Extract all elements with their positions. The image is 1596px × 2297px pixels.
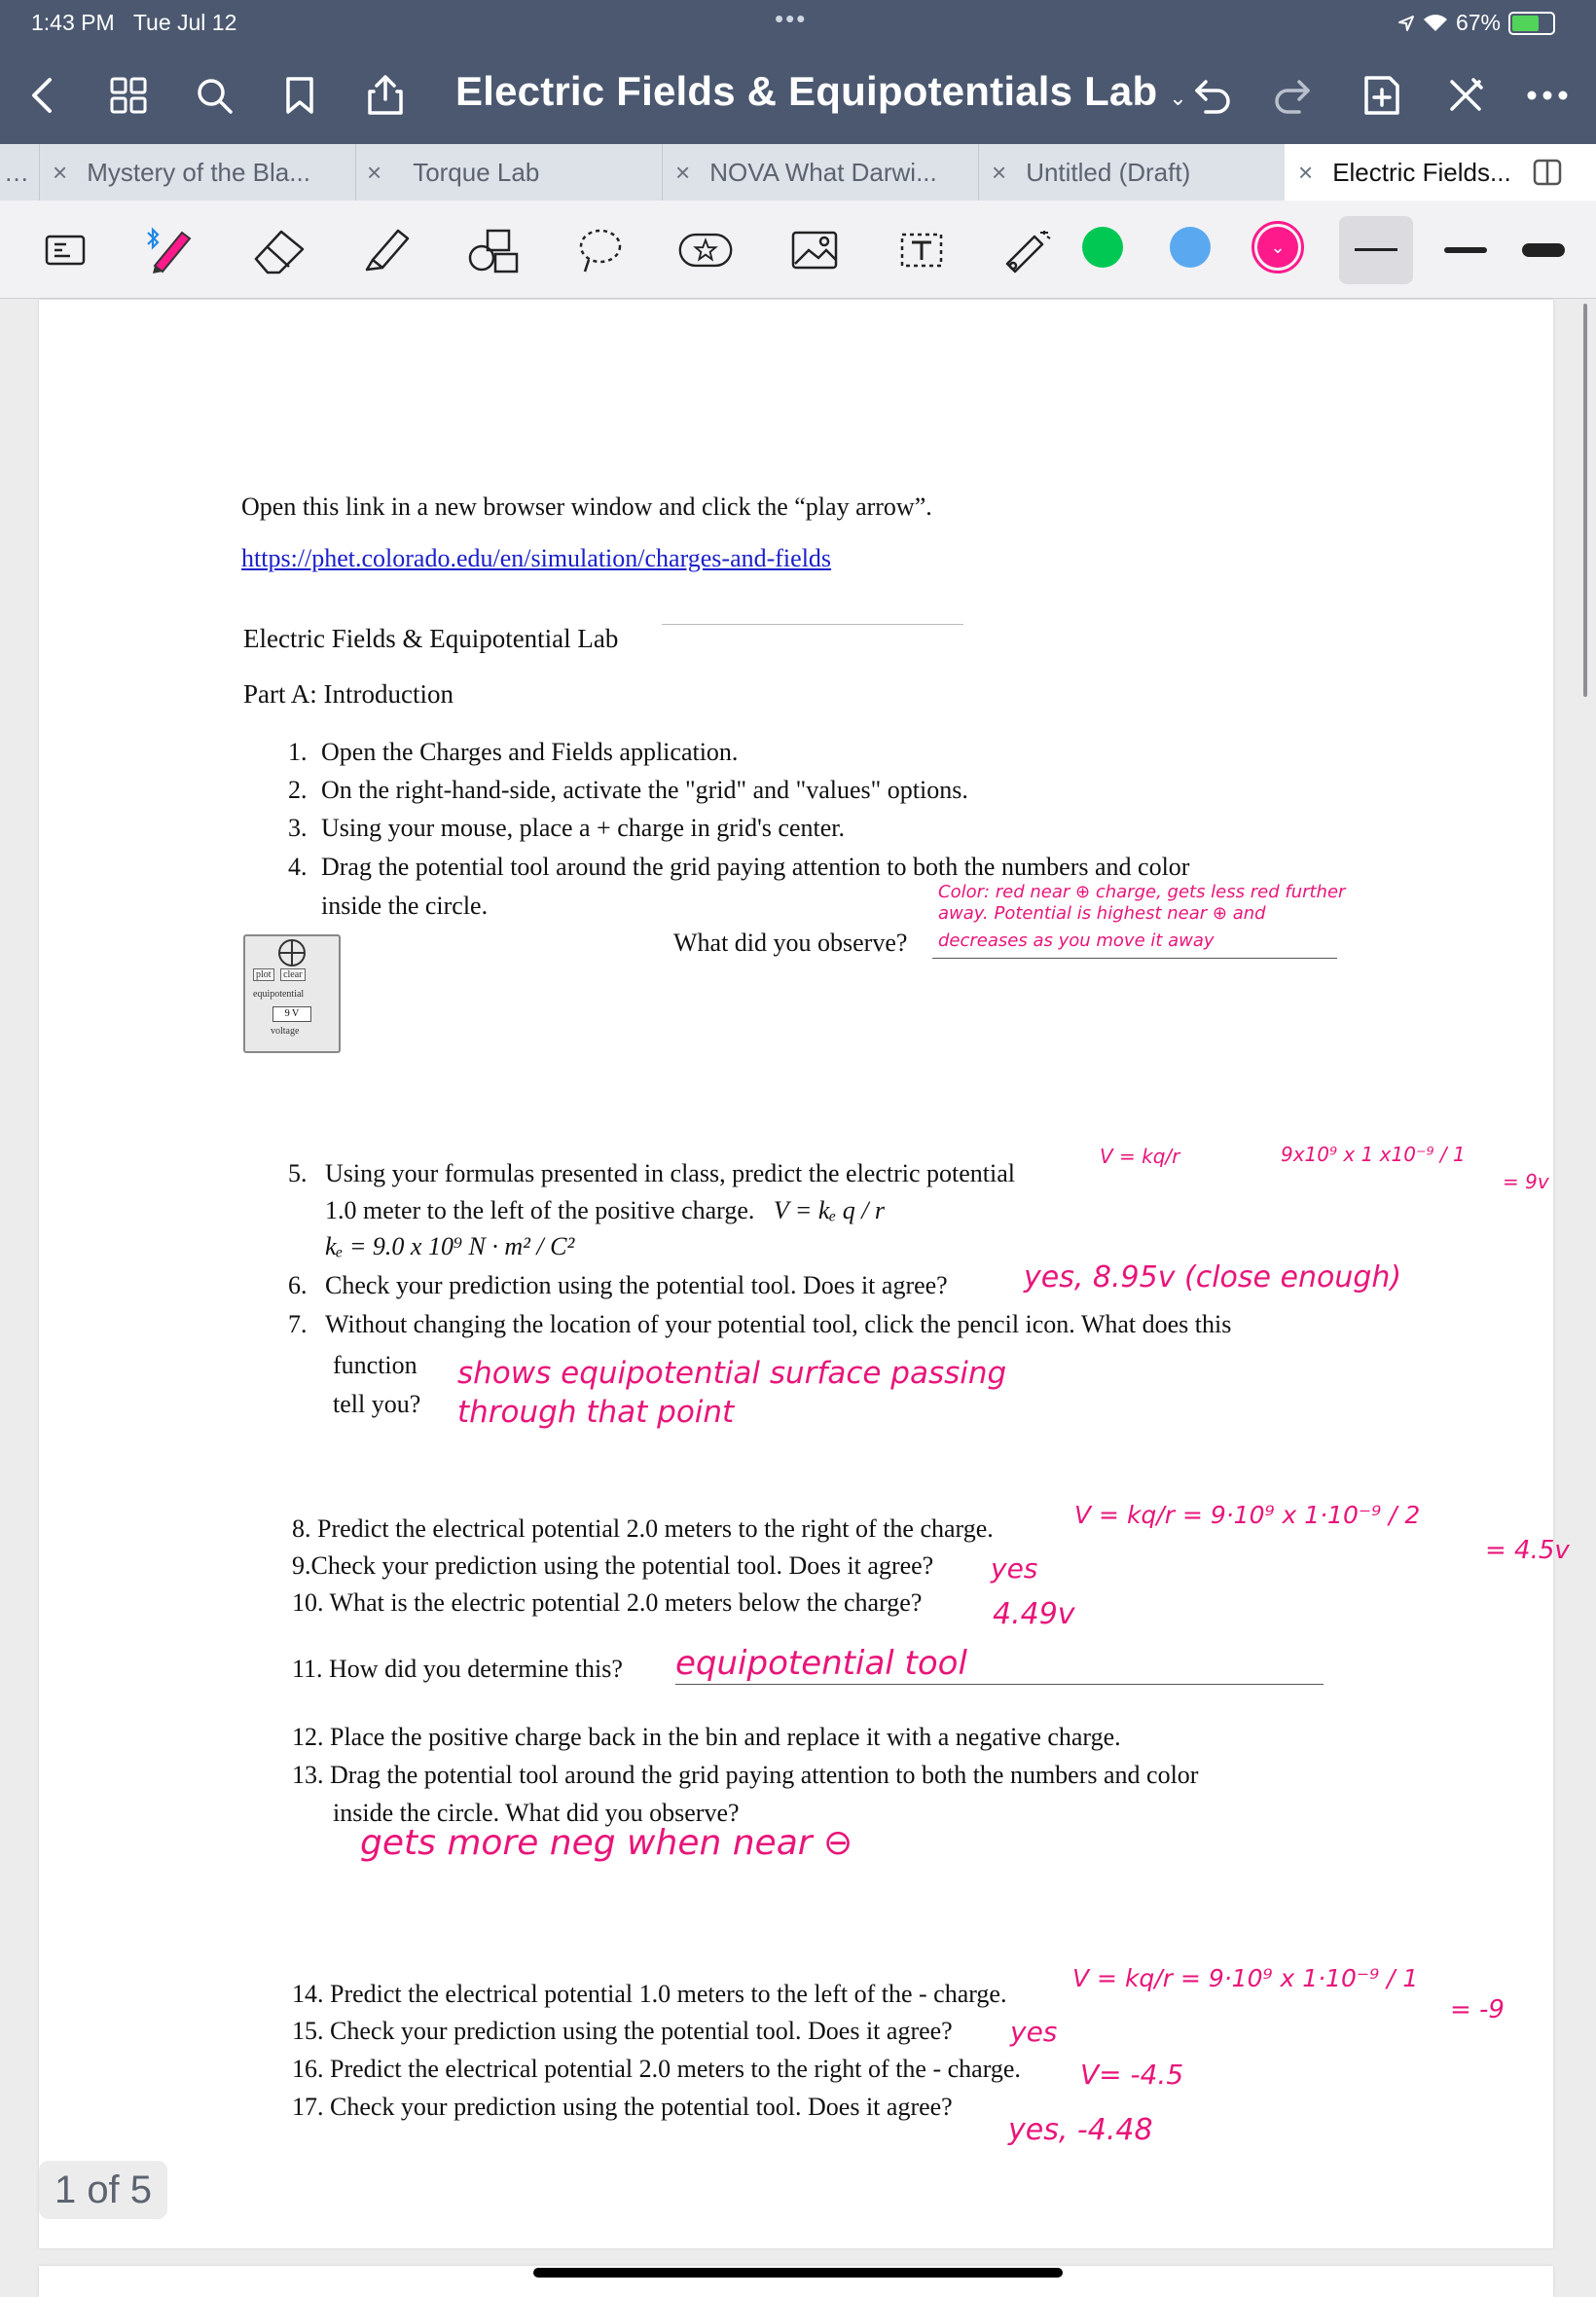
question-6: 6. Check your prediction using the potential tool. Does it agree?	[288, 1271, 948, 1299]
answer-16: V= -4.5	[1080, 2059, 1184, 2091]
answer-7-line1: shows equipotential surface passing	[457, 1356, 1007, 1391]
question-15: 15. Check your prediction using the potential tool. Does it agree?	[292, 2017, 953, 2045]
eraser-tool-icon[interactable]	[251, 226, 308, 274]
widget-value: 9 V	[272, 1006, 311, 1022]
answer-11: equipotential tool	[675, 1644, 967, 1683]
color-green[interactable]	[1082, 227, 1123, 268]
question-11: 11. How did you determine this?	[292, 1655, 623, 1683]
question-17: 17. Check your prediction using the potential tool. Does it agree?	[292, 2093, 953, 2121]
potential-tool-image	[243, 934, 341, 1053]
location-icon	[1397, 15, 1415, 32]
annotation-toolbar	[0, 201, 1596, 299]
question-7-cont1: function	[333, 1351, 417, 1379]
tab-torque-lab[interactable]: × Torque Lab	[355, 144, 663, 201]
thumbnails-grid-icon[interactable]	[105, 72, 152, 119]
step-4: 4. Drag the potential tool around the grid paying attention to both the numbers and color	[288, 853, 1190, 881]
tab-untitled[interactable]: × Untitled (Draft)	[978, 144, 1286, 201]
answer-line	[675, 1684, 1324, 1685]
stroke-medium[interactable]	[1438, 216, 1493, 284]
question-13-cont: inside the circle. What did you observe?	[333, 1799, 740, 1827]
answer-13: gets more neg when near ⊖	[360, 1823, 853, 1863]
plot-button: plot	[253, 968, 274, 981]
close-icon[interactable]: ×	[1298, 157, 1314, 187]
answer-4-line3: decreases as you move it away	[938, 930, 1215, 951]
document-toolbar	[0, 47, 1596, 144]
answer-5-result: = 9v	[1503, 1170, 1549, 1193]
undo-icon[interactable]	[1189, 72, 1236, 119]
stroke-thin-selected[interactable]	[1339, 216, 1413, 284]
question-5-line1: 5. Using your formulas presented in class, predict the electric potential	[288, 1159, 1015, 1187]
battery-percent: 67%	[1455, 10, 1501, 35]
close-icon[interactable]: ×	[367, 157, 382, 187]
answer-10: 4.49v	[993, 1597, 1075, 1631]
answer-7-line2: through that point	[457, 1395, 735, 1430]
question-7: 7. Without changing the location of your potential tool, click the pencil icon. What does this	[288, 1310, 1232, 1338]
intro-text: Open this link in a new browser window and click the “play arrow”.	[241, 492, 932, 521]
question-12: 12. Place the positive charge back in the bin and replace it with a negative charge.	[292, 1723, 1121, 1751]
color-pink-selected[interactable]	[1251, 221, 1304, 273]
question-13: 13. Drag the potential tool around the grid paying attention to both the numbers and color	[292, 1761, 1199, 1789]
lasso-tool-icon[interactable]	[572, 226, 629, 274]
page-indicator: 1 of 5	[39, 2161, 167, 2219]
close-icon[interactable]: ×	[53, 157, 68, 187]
answer-14-calc: V = kq/r = 9·10⁹ x 1·10⁻⁹ / 1	[1072, 1964, 1419, 1992]
highlighter-tool-icon[interactable]	[358, 226, 415, 274]
crosshair-icon	[271, 938, 313, 967]
answer-5-formula: V = kq/r	[1100, 1145, 1180, 1168]
step-3: 3. Using your mouse, place a + charge in grid's center.	[288, 814, 845, 842]
answer-4-line2: away. Potential is highest near ⊕ and	[938, 903, 1266, 924]
chevron-down-icon: ⌄	[1257, 227, 1298, 268]
tab-bar	[0, 144, 1596, 201]
tab-overflow[interactable]: …	[0, 144, 40, 201]
question-10: 10. What is the electric potential 2.0 meters below the charge?	[292, 1588, 923, 1617]
pen-tool-icon[interactable]	[144, 226, 200, 274]
observe-question: What did you observe?	[673, 929, 908, 957]
clear-button: clear	[280, 968, 305, 981]
step-4-cont: inside the circle.	[321, 892, 489, 920]
widget-label: equipotential	[253, 989, 305, 1000]
status-bar	[0, 0, 1596, 47]
answer-5-calc: 9x10⁹ x 1 x10⁻⁹ / 1	[1281, 1143, 1466, 1166]
question-8: 8. Predict the electrical potential 2.0 meters to the right of the charge.	[292, 1514, 994, 1543]
share-icon[interactable]	[362, 72, 409, 119]
answer-9: yes	[991, 1552, 1038, 1585]
stroke-thick[interactable]	[1514, 216, 1573, 284]
split-view-icon[interactable]	[1533, 158, 1562, 187]
tab-nova[interactable]: × NOVA What Darwi...	[662, 144, 979, 201]
laser-pointer-icon[interactable]	[998, 226, 1055, 274]
tab-mystery[interactable]: × Mystery of the Bla...	[39, 144, 356, 201]
question-14: 14. Predict the electrical potential 1.0 meters to the left of the - charge.	[292, 1980, 1007, 2008]
close-icon[interactable]: ×	[992, 157, 1007, 187]
redo-icon[interactable]	[1269, 72, 1316, 119]
add-page-icon[interactable]	[1359, 72, 1405, 119]
question-5-line2: 1.0 meter to the left of the positive charge. V = kₑ q / r	[325, 1196, 886, 1224]
status-right	[1397, 10, 1555, 36]
home-indicator[interactable]	[533, 2268, 1063, 2278]
text-tool-icon[interactable]	[893, 226, 950, 274]
back-icon[interactable]	[19, 72, 66, 119]
disable-pencil-icon[interactable]	[1442, 72, 1489, 119]
tab-electric-fields[interactable]: × Electric Fields...	[1285, 144, 1596, 201]
color-blue[interactable]	[1170, 227, 1211, 268]
document-page[interactable]	[39, 300, 1570, 2248]
question-16: 16. Predict the electrical potential 2.0 meters to the right of the - charge.	[292, 2055, 1021, 2083]
lab-heading: Electric Fields & Equipotential Lab	[243, 624, 619, 653]
answer-8-result: = 4.5v	[1485, 1536, 1570, 1565]
shapes-tool-icon[interactable]	[465, 226, 522, 274]
answer-14-result: = -9	[1450, 1995, 1505, 2024]
lasso-scan-icon[interactable]	[37, 226, 93, 274]
answer-6: yes, 8.95v (close enough)	[1024, 1260, 1402, 1294]
answer-15: yes	[1010, 2016, 1058, 2048]
vertical-scrollbar[interactable]	[1583, 304, 1587, 697]
part-a-heading: Part A: Introduction	[243, 679, 453, 709]
widget-unit: voltage	[271, 1026, 300, 1037]
battery-icon	[1508, 12, 1555, 35]
answer-17: yes, -4.48	[1008, 2113, 1153, 2147]
bookmark-icon[interactable]	[276, 72, 323, 119]
question-7-cont2: tell you?	[333, 1390, 421, 1418]
image-tool-icon[interactable]	[786, 226, 843, 274]
search-icon[interactable]	[191, 72, 237, 119]
wifi-icon	[1423, 14, 1448, 33]
step-1: 1. Open the Charges and Fields application.	[288, 738, 739, 766]
question-5-line3: kₑ = 9.0 x 10⁹ N · m² / C²	[325, 1232, 575, 1260]
sticker-tool-icon[interactable]	[677, 226, 734, 274]
answer-4-line1: Color: red near ⊕ charge, gets less red further	[938, 882, 1346, 902]
document-title[interactable]: Electric Fields & Equipotentials Lab ⌄	[455, 68, 1187, 114]
step-2: 2. On the right-hand-side, activate the "grid" and "values" options.	[288, 776, 968, 804]
close-icon[interactable]: ×	[675, 157, 691, 187]
more-icon[interactable]	[1524, 72, 1571, 119]
divider	[662, 624, 963, 625]
answer-line	[932, 958, 1337, 959]
question-9: 9.Check your prediction using the potential tool. Does it agree?	[292, 1551, 934, 1580]
phet-link[interactable]: https://phet.colorado.edu/en/simulation/charges-and-fields	[241, 544, 832, 572]
multitasking-dots[interactable]: •••	[775, 4, 808, 33]
answer-8-calc: V = kq/r = 9·10⁹ x 1·10⁻⁹ / 2	[1074, 1501, 1421, 1529]
status-time: 1:43 PM Tue Jul 12	[31, 10, 237, 35]
